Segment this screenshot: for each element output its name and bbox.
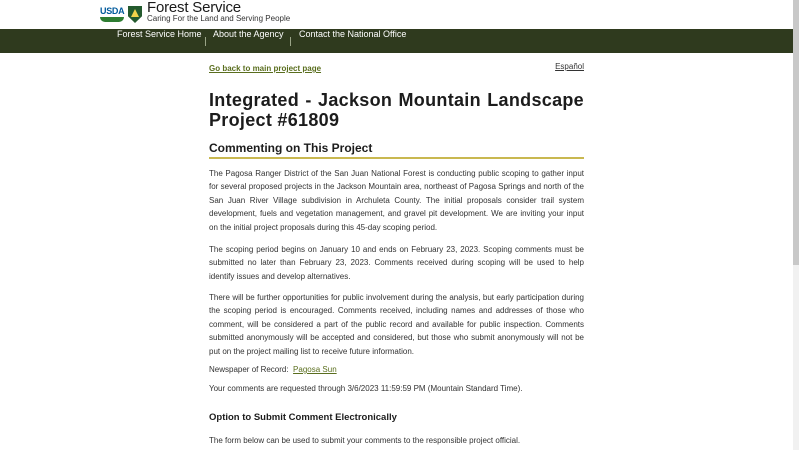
scrollbar-thumb[interactable] — [793, 0, 799, 265]
section-title-commenting: Commenting on This Project — [209, 141, 584, 159]
page-title: Integrated - Jackson Mountain Landscape Project #61809 — [209, 90, 584, 130]
language-espanol-link[interactable]: Español — [555, 62, 584, 71]
page-scrollbar[interactable] — [793, 0, 799, 450]
nav-forest-service-home[interactable]: Forest Service Home — [117, 29, 202, 39]
newspaper-link[interactable]: Pagosa Sun — [293, 365, 337, 374]
back-to-project-link[interactable]: Go back to main project page — [209, 64, 322, 73]
site-tagline: Caring For the Land and Serving People — [147, 14, 291, 23]
project-description-paragraph: The Pagosa Ranger District of the San Juan National Forest is conducting public scoping to gather input for several proposed projects in the Jackson Mountain area, northeast of Pagosa Springs and north of the San Juan River Village subdivision in Archuleta County. The initial proposals consider trail system development, fuels and vegetation management, and gravel pit development. We are inviting your input on the initial project proposals during this 45-day scoping period. — [209, 169, 584, 232]
usda-logo-text: USDA — [100, 6, 125, 16]
subsection-title-electronic: Option to Submit Comment Electronically — [209, 412, 397, 423]
nav-divider — [290, 37, 291, 46]
nav-about-the-agency[interactable]: About the Agency — [213, 29, 284, 39]
nav-divider — [205, 37, 206, 46]
main-navigation — [0, 29, 793, 53]
usda-swoosh-icon — [100, 17, 124, 22]
newspaper-of-record — [209, 365, 337, 374]
scoping-period-paragraph: The scoping period begins on January 10 and ends on February 23, 2023. Scoping comments must be submitted no later than February 23, 2023. Comments received during scoping will be used to help identify issues and develop alternatives. — [209, 245, 584, 281]
form-intro-text: The form below can be used to submit your comments to the responsible project official. — [209, 436, 521, 445]
nav-contact-national-office[interactable]: Contact the National Office — [299, 29, 407, 39]
newspaper-label: Newspaper of Record: — [209, 365, 289, 374]
site-header — [0, 0, 793, 29]
public-involvement-paragraph: There will be further opportunities for public involvement during the analysis, but early participation during the scoping period is encouraged. Comments received, including names and addresses of those who comment, will be considered a part of the public record and available for public inspection. Comments submitted anonymously will be accepted and considered, but those who submit anonymously will not be put on the project mailing list to receive future information. — [209, 293, 584, 356]
site-title[interactable]: Forest Service — [147, 0, 241, 16]
comment-deadline-text: Your comments are requested through 3/6/2023 11:59:59 PM (Mountain Standard Time). — [209, 384, 523, 393]
usda-logo-icon[interactable] — [100, 6, 124, 22]
